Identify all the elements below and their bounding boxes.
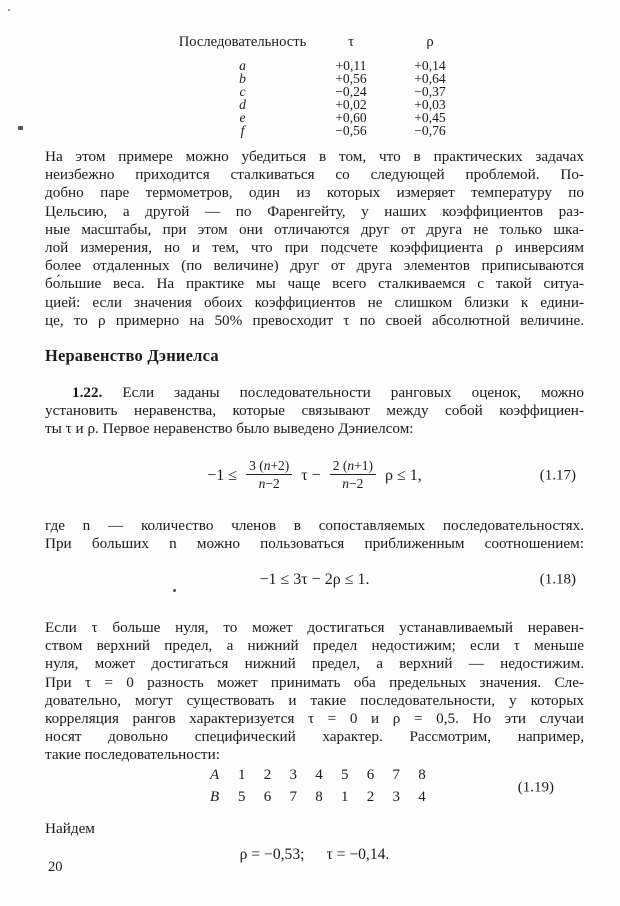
scan-speck [8, 9, 10, 11]
sequence-label: c [239, 84, 246, 99]
text-line [45, 384, 584, 402]
sequences-block [210, 764, 426, 808]
paragraph-1-22 [45, 384, 584, 439]
numerator [330, 458, 376, 475]
table-header-row [175, 33, 468, 51]
tau-value: +0,56 [335, 71, 367, 86]
text-line: более отдаленных (по величине) друг от друга элементов приписываются [45, 257, 584, 275]
text-line: корреляция рангов характеризуется τ = 0 и ρ = 0,5. Но эти случаи [45, 710, 584, 728]
fraction [246, 458, 292, 491]
variable-n: n [347, 457, 355, 473]
text-line: Найдем [45, 820, 95, 837]
tau-value: +0,11 [335, 58, 367, 73]
text-line: ные масштабы, при этом они отличаются друг от друга не только шка- [45, 220, 584, 238]
text-line: установить неравенства, которые связывают между собой коэффициен- [45, 402, 584, 420]
text-line: це, то ρ примерно на 50% превосходит τ по своей абсолютной величине. [45, 311, 584, 329]
rho-value: +0,03 [414, 97, 446, 112]
tau-result: τ = −0,14. [326, 846, 390, 863]
formula-rhs: ρ ≤ 1, [380, 466, 422, 484]
text-fragment: 3 ( [249, 457, 264, 473]
sequence-label: b [239, 71, 246, 86]
tau-value: −0,56 [335, 123, 367, 138]
numerator [246, 458, 292, 475]
scan-speck [18, 126, 23, 130]
sequence-a-label: A [210, 767, 220, 783]
text-line: где n — количество членов в сопоставляемых последовательностях. [45, 517, 584, 534]
denominator [246, 475, 292, 491]
equation-1-18 [45, 568, 584, 592]
text-line: цией: если значения обоих коэффициентов не слишком близки к едини- [45, 293, 584, 311]
sequence-b-values: 5 6 7 8 1 2 3 4 [238, 789, 426, 805]
rho-value: +0,64 [414, 71, 446, 86]
rho-value: +0,14 [414, 58, 446, 73]
formula [207, 457, 422, 493]
paragraph-where-n [45, 517, 584, 553]
table-header-rho: ρ [426, 34, 434, 50]
denominator [330, 475, 376, 491]
table-row [175, 124, 468, 137]
text-line: носят довольно специфический характер. Рассмотрим, например, [45, 728, 584, 746]
text-line: неизбежно приходится сталкиваться со следующей проблемой. По- [45, 166, 584, 184]
item-number: 1.22. [72, 384, 103, 401]
formula: −1 ≤ 3τ − 2ρ ≤ 1. [259, 571, 370, 588]
rho-value: +0,45 [414, 110, 446, 125]
equation-1-19 [45, 764, 584, 812]
text-line: нуля, может достигаться нижний предел, а верхний — недостижим. [45, 655, 584, 673]
equation-1-17 [45, 450, 584, 502]
sequence-label: d [239, 97, 246, 112]
tau-value: −0,24 [335, 84, 367, 99]
text-fragment: Если заданы последовательности ранговых оценок, можно [122, 384, 584, 401]
text-line: На этом примере можно убедиться в том, что в практических задачах [45, 148, 584, 165]
text-line: ством верхний предел, а нижний предел недостижим; если τ меньше [45, 637, 584, 655]
text-fragment: +2) [270, 457, 290, 473]
text-line: добно паре термометров, один из которых измеряет температуру по [45, 184, 584, 202]
result-values [45, 846, 584, 864]
sequence-row-b [210, 786, 426, 808]
text-fragment: −2 [349, 475, 364, 491]
formula-middle: τ − [297, 466, 325, 484]
sequence-label: e [239, 110, 246, 125]
rho-value: −0,76 [414, 123, 446, 138]
text-line: бо́льшие веса. На практике мы чаще всего сталкиваемся с такой ситуа- [45, 275, 584, 293]
table-header-tau: τ [348, 34, 354, 50]
text-line: При больших n можно пользоваться приближенным соотношением: [45, 535, 584, 553]
text-fragment: −2 [265, 475, 280, 491]
variable-n: n [342, 475, 350, 491]
fraction [330, 458, 376, 491]
sequence-label: a [239, 58, 246, 73]
text-line: довательно, могут существовать и такие последовательности, у которых [45, 691, 584, 709]
formula-lhs: −1 ≤ [207, 466, 242, 484]
text-line: Цельсию, а другой — по Фаренгейту, у наших коэффициентов раз- [45, 202, 584, 220]
variable-n: n [263, 457, 271, 473]
rho-result: ρ = −0,53; [239, 846, 305, 863]
sequence-b-label: B [210, 789, 220, 805]
equation-number: (1.19) [517, 779, 554, 796]
text-line: такие последовательности: [45, 746, 220, 764]
paragraph-find [45, 820, 584, 838]
text-line: ты τ и ρ. Первое неравенство было выведено Дэниелсом: [45, 420, 414, 438]
text-line: При τ = 0 разность может принимать оба предельных значения. Сле- [45, 673, 584, 691]
sequence-a-values: 1 2 3 4 5 6 7 8 [238, 767, 426, 783]
sequence-row-a [210, 764, 426, 786]
variable-n: n [258, 475, 266, 491]
rank-correlation-table [175, 33, 468, 137]
section-heading: Неравенство Дэниелса [45, 346, 219, 365]
text-line: лой измерения, но и тем, что при подсчете коэффициента ρ инверсиям [45, 239, 584, 257]
equation-number: (1.18) [539, 571, 576, 588]
rho-value: −0,37 [414, 84, 446, 99]
text-fragment: 2 ( [332, 457, 348, 473]
paragraph-intro [45, 148, 584, 330]
table-header-sequence: Последовательность [178, 34, 307, 50]
page-number: 20 [48, 859, 63, 875]
tau-value: +0,60 [335, 110, 367, 125]
text-fragment: +1) [354, 457, 373, 473]
paragraph-limits [45, 619, 584, 765]
tau-value: +0,02 [335, 97, 367, 112]
text-line: Если τ больше нуля, то может достигаться устанавливаемый неравен- [45, 619, 584, 636]
sequence-label: f [240, 123, 245, 138]
equation-number: (1.17) [539, 467, 576, 484]
